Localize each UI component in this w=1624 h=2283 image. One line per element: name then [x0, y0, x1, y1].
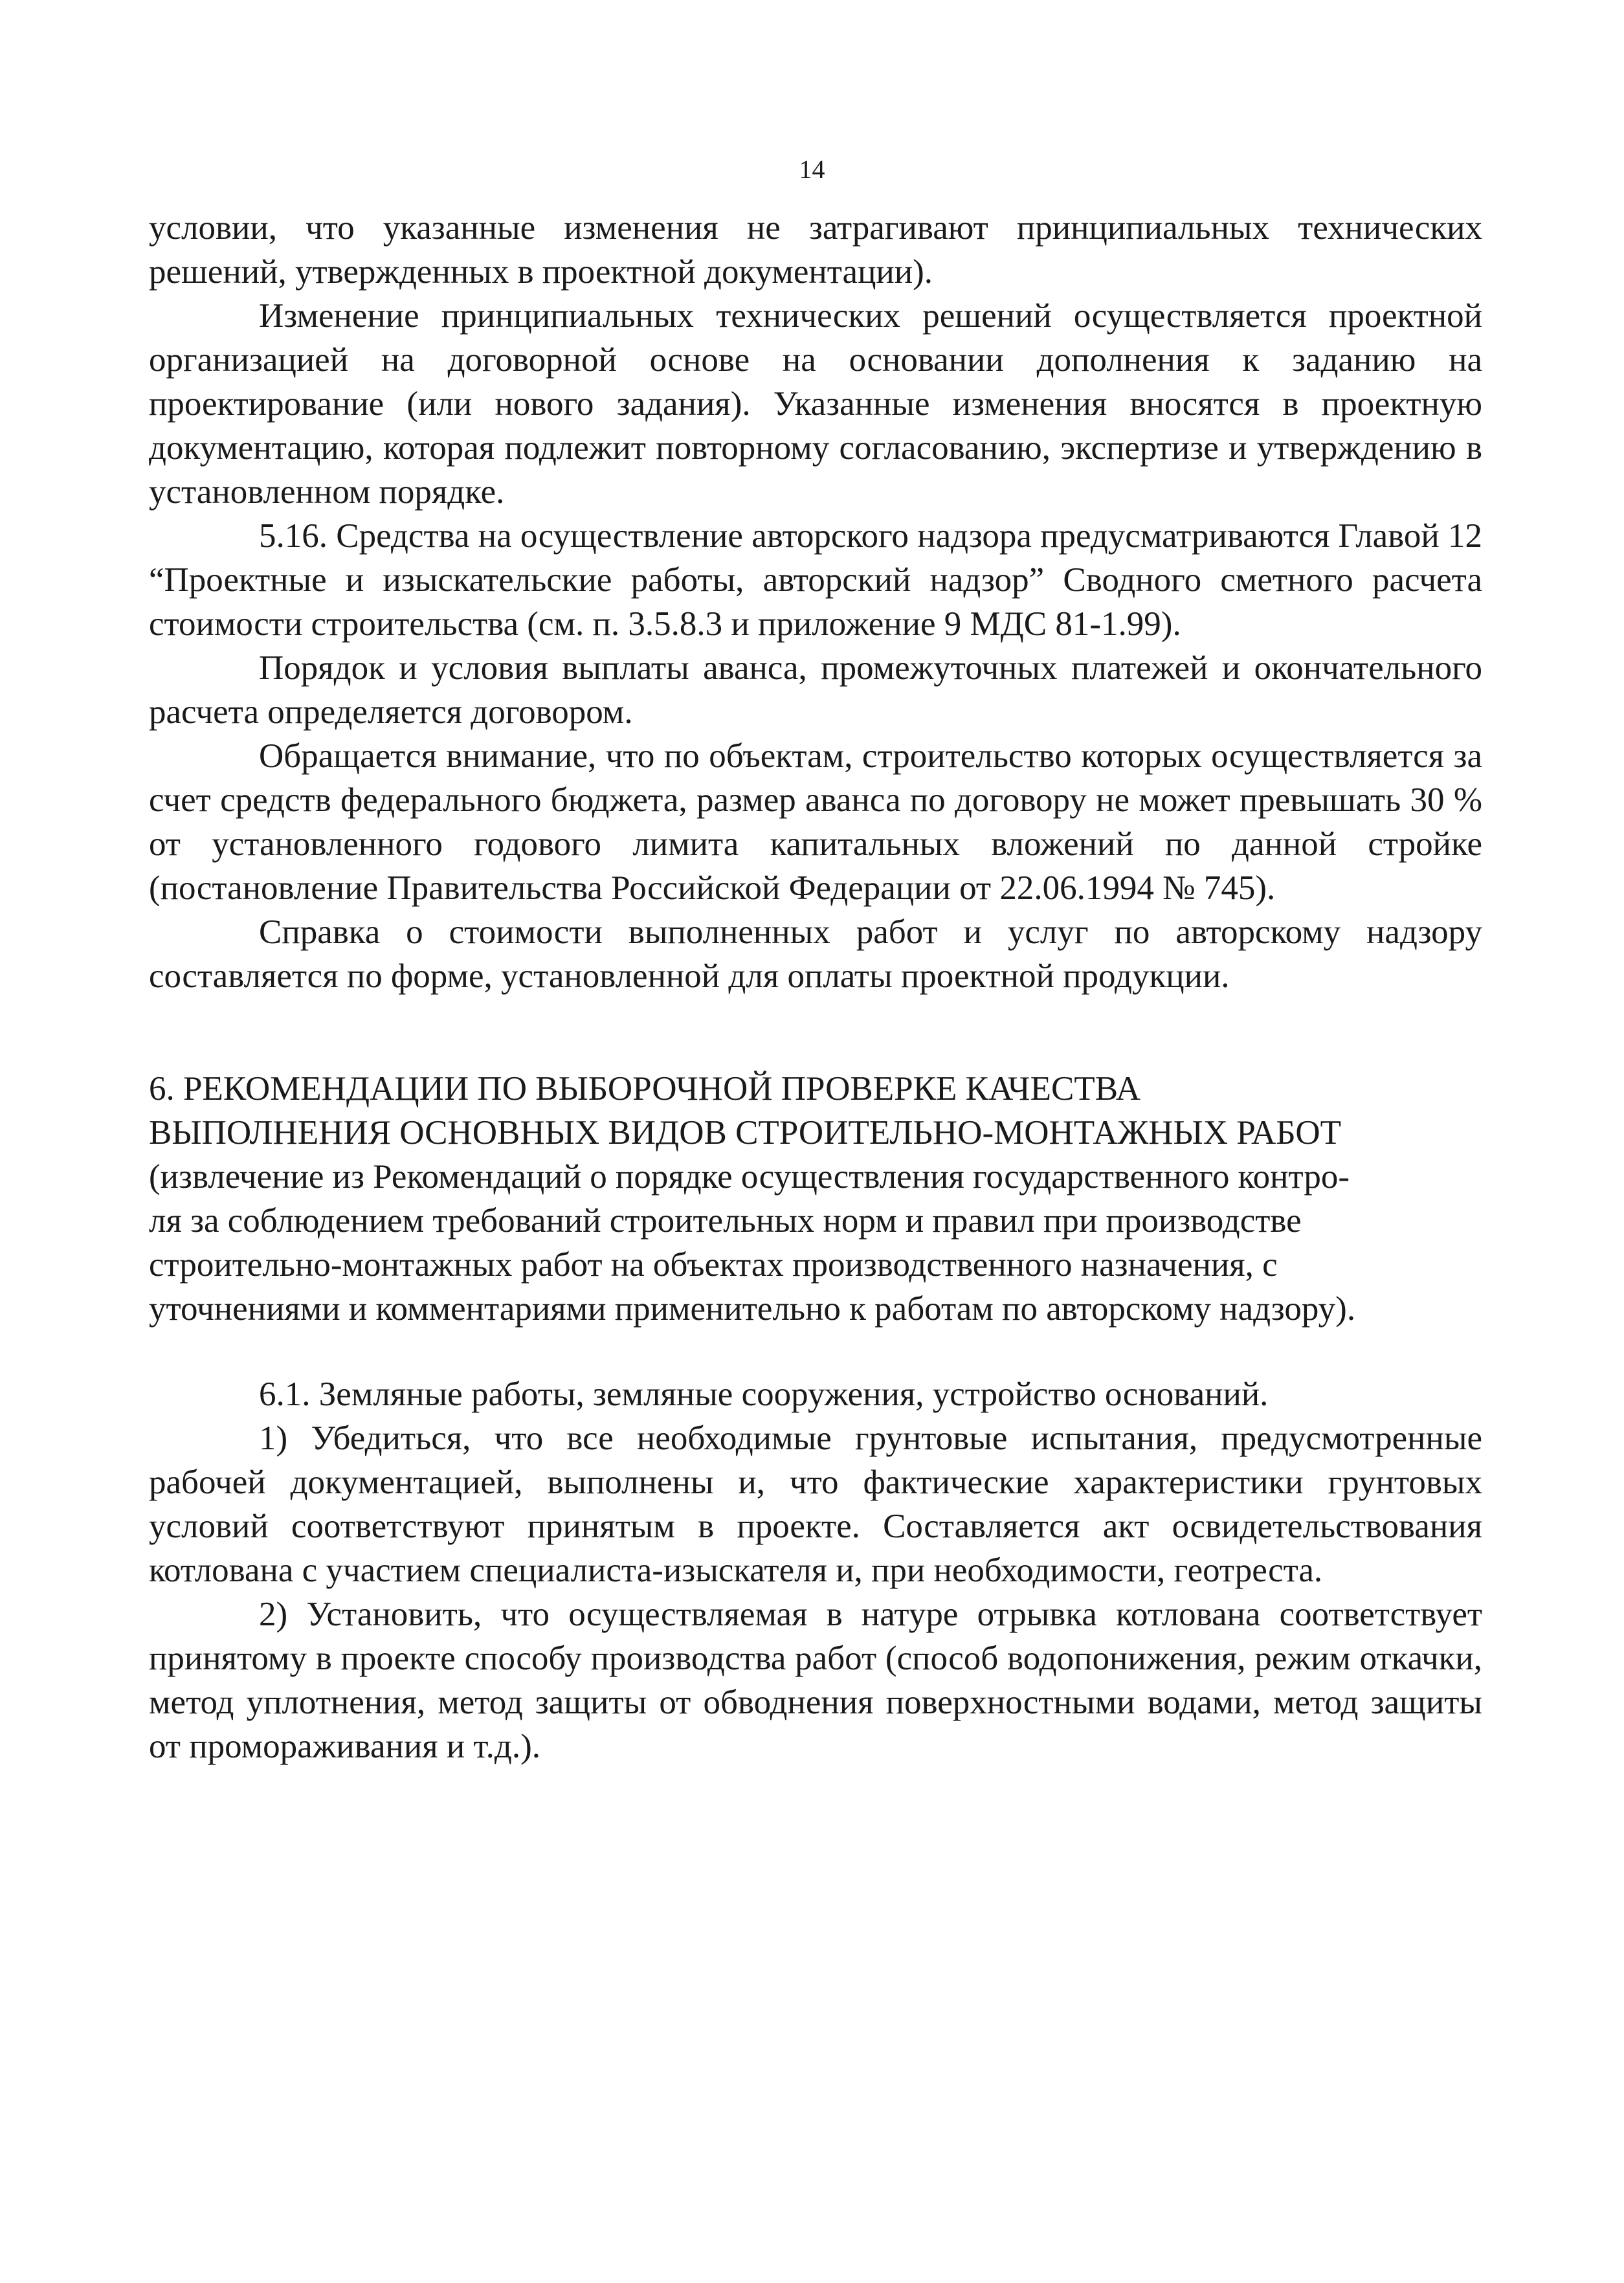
page-number: 14: [799, 155, 825, 184]
paragraph: Изменение принципиальных технических решений осуществляется проектной организацией на договорной основе на основании дополнения к заданию на проектирование (или нового задания). Указанные изменения вносятся в проектную документацию, которая подлежит повторному согласованию, экспертизе и утверждению в установленном порядке.: [149, 297, 1482, 511]
paragraph: условии, что указанные изменения не затрагивают принципиальных технических решений, утвержденных в проектной документации).: [149, 209, 1482, 291]
section-title-line-1: 6. РЕКОМЕНДАЦИИ ПО ВЫБОРОЧНОЙ ПРОВЕРКЕ КАЧЕСТВА: [149, 1070, 1141, 1108]
paragraph: Справка о стоимости выполненных работ и услуг по авторскому надзору составляется по форме, установленной для оплаты проектной продукции.: [149, 913, 1482, 995]
subsection-6-1: 6.1. Земляные работы, земляные сооружения, устройство оснований.: [259, 1375, 1269, 1413]
list-item: 2) Установить, что осуществляемая в натуре отрывка котлована соответствует принятому в проекте способу производства работ (способ водопонижения, режим откачки, метод уплотнения, метод защиты от обводнения поверхностными водами, метод защиты от промораживания и т.д.).: [149, 1596, 1482, 1765]
paragraph: Порядок и условия выплаты аванса, промежуточных платежей и окончательного расчета определяется договором.: [149, 649, 1482, 731]
section-subtitle-line-4: уточнениями и комментариями применительно к работам по авторскому надзору).: [149, 1290, 1356, 1328]
section-subtitle-line-1: (извлечение из Рекомендаций о порядке осуществления государственного контро-: [149, 1158, 1350, 1196]
section-title-line-2: ВЫПОЛНЕНИЯ ОСНОВНЫХ ВИДОВ СТРОИТЕЛЬНО-МОНТАЖНЫХ РАБОТ: [149, 1114, 1341, 1152]
section-heading: [149, 1067, 1482, 1331]
section-subtitle-line-2: ля за соблюдением требований строительных норм и правил при производстве: [149, 1202, 1302, 1240]
paragraph-5-16: 5.16. Средства на осуществление авторского надзора предусматриваются Главой 12 “Проектные и изыскательские работы, авторский надзор” Сводного сметного расчета стоимости строительства (см. п. 3.5.8.3 и приложение 9 МДС 81-1.99).: [149, 517, 1482, 643]
list-item: 1) Убедиться, что все необходимые грунтовые испытания, предусмотренные рабочей документацией, выполнены и, что фактические характеристики грунтовых условий соответствуют принятым в проекте. Составляется акт освидетельствования котлована с участием специалиста-изыскателя и, при необходимости, геотреста.: [149, 1420, 1482, 1589]
section-subtitle-line-3: строительно-монтажных работ на объектах производственного назначения, с: [149, 1246, 1278, 1284]
paragraph: Обращается внимание, что по объектам, строительство которых осуществляется за счет средств федерального бюджета, размер аванса по договору не может превышать 30 % от установленного годового лимита капитальных вложений по данной стройке (постановление Правительства Российской Федерации от 22.06.1994 № 745).: [149, 737, 1482, 907]
document-body: [149, 206, 1482, 1768]
spacer: [149, 1331, 1482, 1372]
